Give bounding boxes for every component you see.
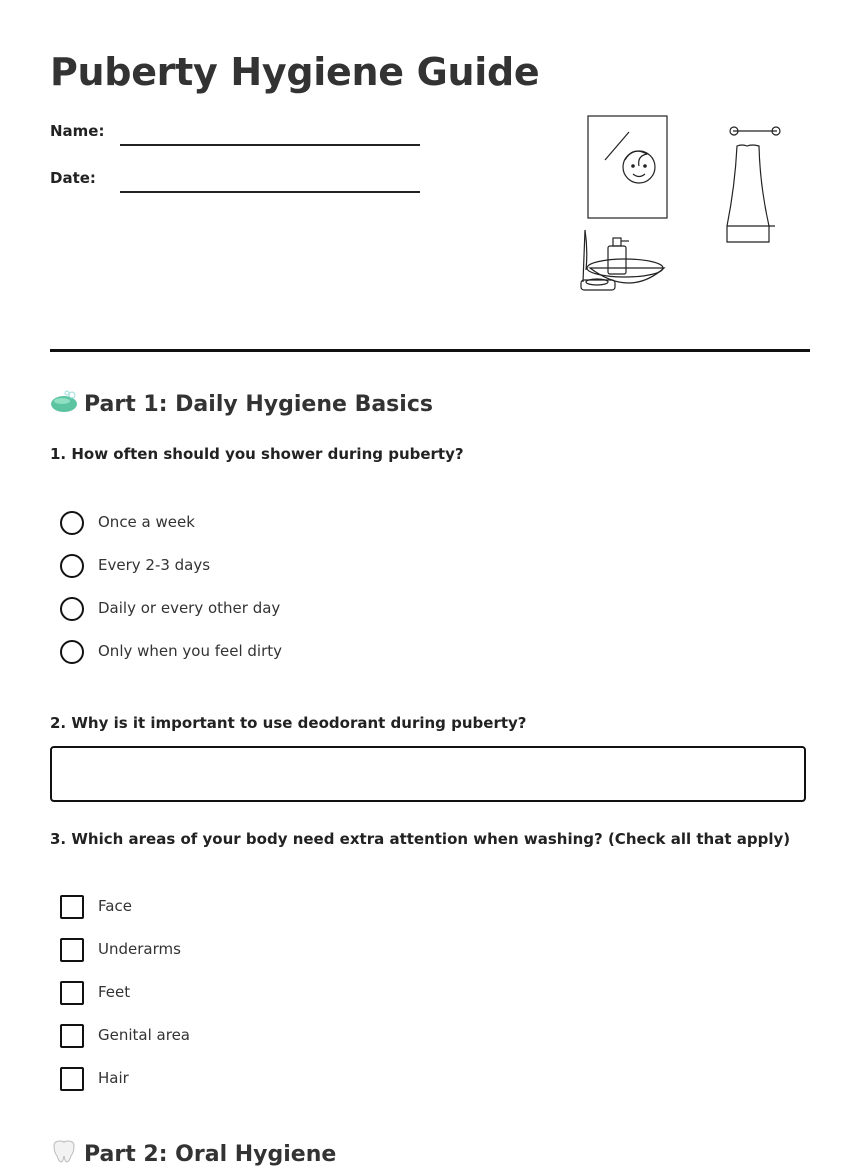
option-label: Once a week bbox=[98, 513, 195, 531]
q1-option[interactable] bbox=[60, 640, 460, 666]
checkbox[interactable] bbox=[60, 981, 84, 1005]
name-input[interactable] bbox=[120, 118, 420, 146]
towel-icon bbox=[727, 127, 780, 242]
checkbox[interactable] bbox=[60, 1067, 84, 1091]
header-divider bbox=[50, 349, 810, 352]
radio-button[interactable] bbox=[60, 640, 84, 664]
option-label: Every 2-3 days bbox=[98, 556, 211, 574]
q3-option[interactable] bbox=[60, 981, 460, 1007]
bathroom-illustration bbox=[575, 110, 790, 305]
date-input[interactable] bbox=[120, 165, 420, 193]
question-3: 3. Which areas of your body need extra attention when washing? (Check all that apply) bbox=[50, 830, 791, 848]
checkbox[interactable] bbox=[60, 1024, 84, 1048]
q1-option[interactable] bbox=[60, 554, 460, 580]
option-label: Daily or every other day bbox=[98, 599, 281, 617]
radio-button[interactable] bbox=[60, 597, 84, 621]
question-1: 1. How often should you shower during puberty? bbox=[50, 445, 464, 463]
q1-option[interactable] bbox=[60, 511, 460, 537]
option-label: Feet bbox=[98, 983, 131, 1001]
option-label: Underarms bbox=[98, 940, 181, 958]
q1-option[interactable] bbox=[60, 597, 460, 623]
q3-option[interactable] bbox=[60, 1067, 460, 1093]
radio-button[interactable] bbox=[60, 554, 84, 578]
page-title: Puberty Hygiene Guide bbox=[50, 50, 540, 94]
section-title-part1-text: Part 1: Daily Hygiene Basics bbox=[84, 392, 433, 417]
question-2: 2. Why is it important to use deodorant during puberty? bbox=[50, 714, 527, 732]
checkbox[interactable] bbox=[60, 938, 84, 962]
name-field-row bbox=[50, 118, 430, 148]
mirror-icon bbox=[588, 116, 667, 218]
tooth-icon bbox=[50, 1140, 78, 1170]
section-title-part2-text: Part 2: Oral Hygiene bbox=[84, 1142, 337, 1167]
date-field-row bbox=[50, 165, 430, 195]
option-label: Only when you feel dirty bbox=[98, 642, 283, 660]
q2-answer-input[interactable] bbox=[50, 746, 806, 802]
checkbox[interactable] bbox=[60, 895, 84, 919]
option-label: Hair bbox=[98, 1069, 129, 1087]
date-label: Date: bbox=[50, 169, 96, 187]
soap-icon bbox=[50, 390, 78, 420]
option-label: Face bbox=[98, 897, 132, 915]
q3-option[interactable] bbox=[60, 895, 460, 921]
name-label: Name: bbox=[50, 122, 105, 140]
section-title-part2 bbox=[50, 1140, 336, 1170]
section-title-part1 bbox=[50, 390, 433, 420]
q3-option[interactable] bbox=[60, 1024, 460, 1050]
option-label: Genital area bbox=[98, 1026, 190, 1044]
q3-option[interactable] bbox=[60, 938, 460, 964]
sink-icon bbox=[581, 230, 664, 290]
radio-button[interactable] bbox=[60, 511, 84, 535]
